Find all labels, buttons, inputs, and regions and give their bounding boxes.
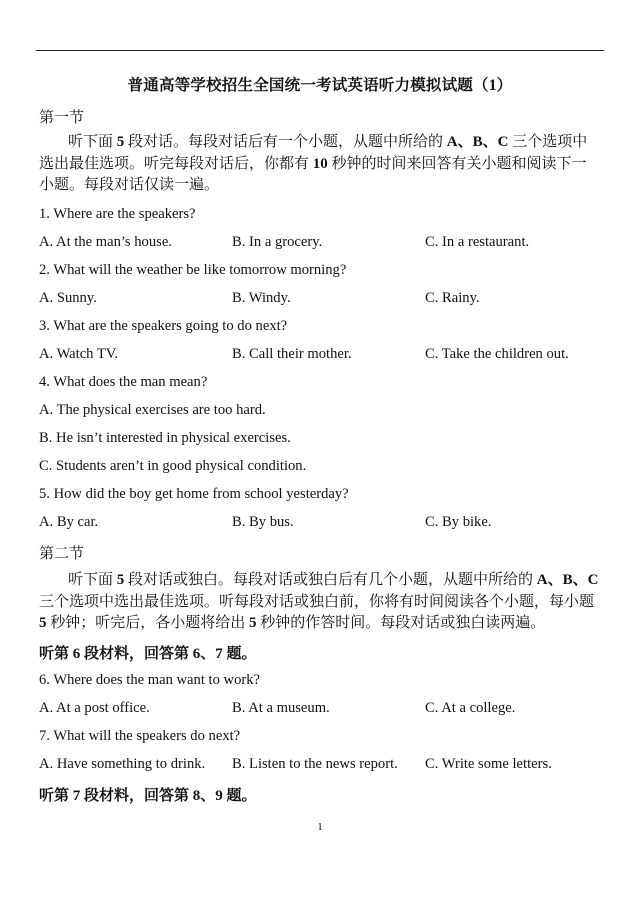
option-a: A. By car.	[39, 514, 99, 530]
instr-num: 5	[116, 572, 125, 588]
question-4: 4. What does the man mean?	[39, 374, 208, 390]
option-b: B. In a grocery.	[232, 234, 323, 250]
question-1: 1. Where are the speakers?	[39, 206, 196, 222]
option-a: A. Watch TV.	[39, 346, 119, 362]
option-b: B. Windy.	[232, 290, 291, 306]
page-number: 1	[317, 821, 323, 833]
instr-text: 听下面	[68, 572, 117, 588]
option-c: C. Write some letters.	[425, 756, 552, 772]
option-c: C. At a college.	[425, 700, 516, 716]
material-7-heading: 听第 7 段材料，回答第 8、9 题。	[39, 788, 257, 804]
instr-text: 段对话或独白。每段对话或独白后有几个小题，从题中所给的	[124, 572, 537, 588]
option-b: B. By bus.	[232, 514, 294, 530]
option-a: A. Have something to drink.	[39, 756, 206, 772]
instr-num: 5	[39, 615, 47, 631]
page-title: 普通高等学校招生全国统一考试英语听力模拟试题（1）	[127, 77, 513, 94]
section-1-instruction	[39, 132, 601, 197]
question-2: 2. What will the weather be like tomorrow morning?	[39, 262, 347, 278]
instr-num: 10	[312, 155, 328, 172]
instr-abc: A、B、C	[446, 134, 509, 150]
option-c: C. Rainy.	[425, 290, 480, 306]
question-3: 3. What are the speakers going to do next?	[39, 318, 288, 334]
option-a: A. Sunny.	[39, 290, 97, 306]
instr-num: 5	[249, 615, 257, 631]
option-c: C. Students aren’t in good physical condition.	[39, 458, 307, 474]
instr-text: 秒钟的时间来回答有关小题和阅读下一小题。每段对话仅读一遍。	[39, 155, 587, 193]
option-a: A. At a post office.	[39, 700, 150, 716]
option-c: C. By bike.	[425, 514, 492, 530]
section-1-heading: 第一节	[39, 110, 85, 126]
option-a: A. The physical exercises are too hard.	[39, 402, 266, 418]
section-2-heading: 第二节	[39, 546, 85, 562]
section-2-instruction	[39, 570, 601, 635]
instr-text: 秒钟的作答时间。每段对话或独白读两遍。	[256, 615, 546, 631]
question-5: 5. How did the boy get home from school yesterday?	[39, 486, 349, 502]
material-6-heading: 听第 6 段材料，回答第 6、7 题。	[39, 646, 257, 662]
instr-text: 秒钟；听完后，各小题将给出	[46, 615, 250, 631]
top-rule	[36, 50, 604, 51]
option-b: B. Listen to the news report.	[232, 756, 398, 772]
option-b: B. At a museum.	[232, 700, 330, 716]
option-c: C. Take the children out.	[425, 346, 569, 362]
option-a: A. At the man’s house.	[39, 234, 172, 250]
instr-text: 三个选项中选出最佳选项。听完每段对话后，你都有	[39, 134, 588, 172]
option-b: B. He isn’t interested in physical exercises.	[39, 430, 291, 446]
instr-abc: A、B、C	[536, 572, 599, 588]
instr-text: 段对话。每段对话后有一个小题，从题中所给的	[124, 134, 447, 150]
instr-text: 听下面	[68, 134, 117, 150]
instr-text: 三个选项中选出最佳选项。听每段对话或独白前，你将有时间阅读各个小题，每小题	[39, 593, 595, 610]
option-b: B. Call their mother.	[232, 346, 352, 362]
instr-num: 5	[116, 134, 125, 150]
question-7: 7. What will the speakers do next?	[39, 728, 241, 744]
option-c: C. In a restaurant.	[425, 234, 530, 250]
question-6: 6. Where does the man want to work?	[39, 672, 261, 688]
